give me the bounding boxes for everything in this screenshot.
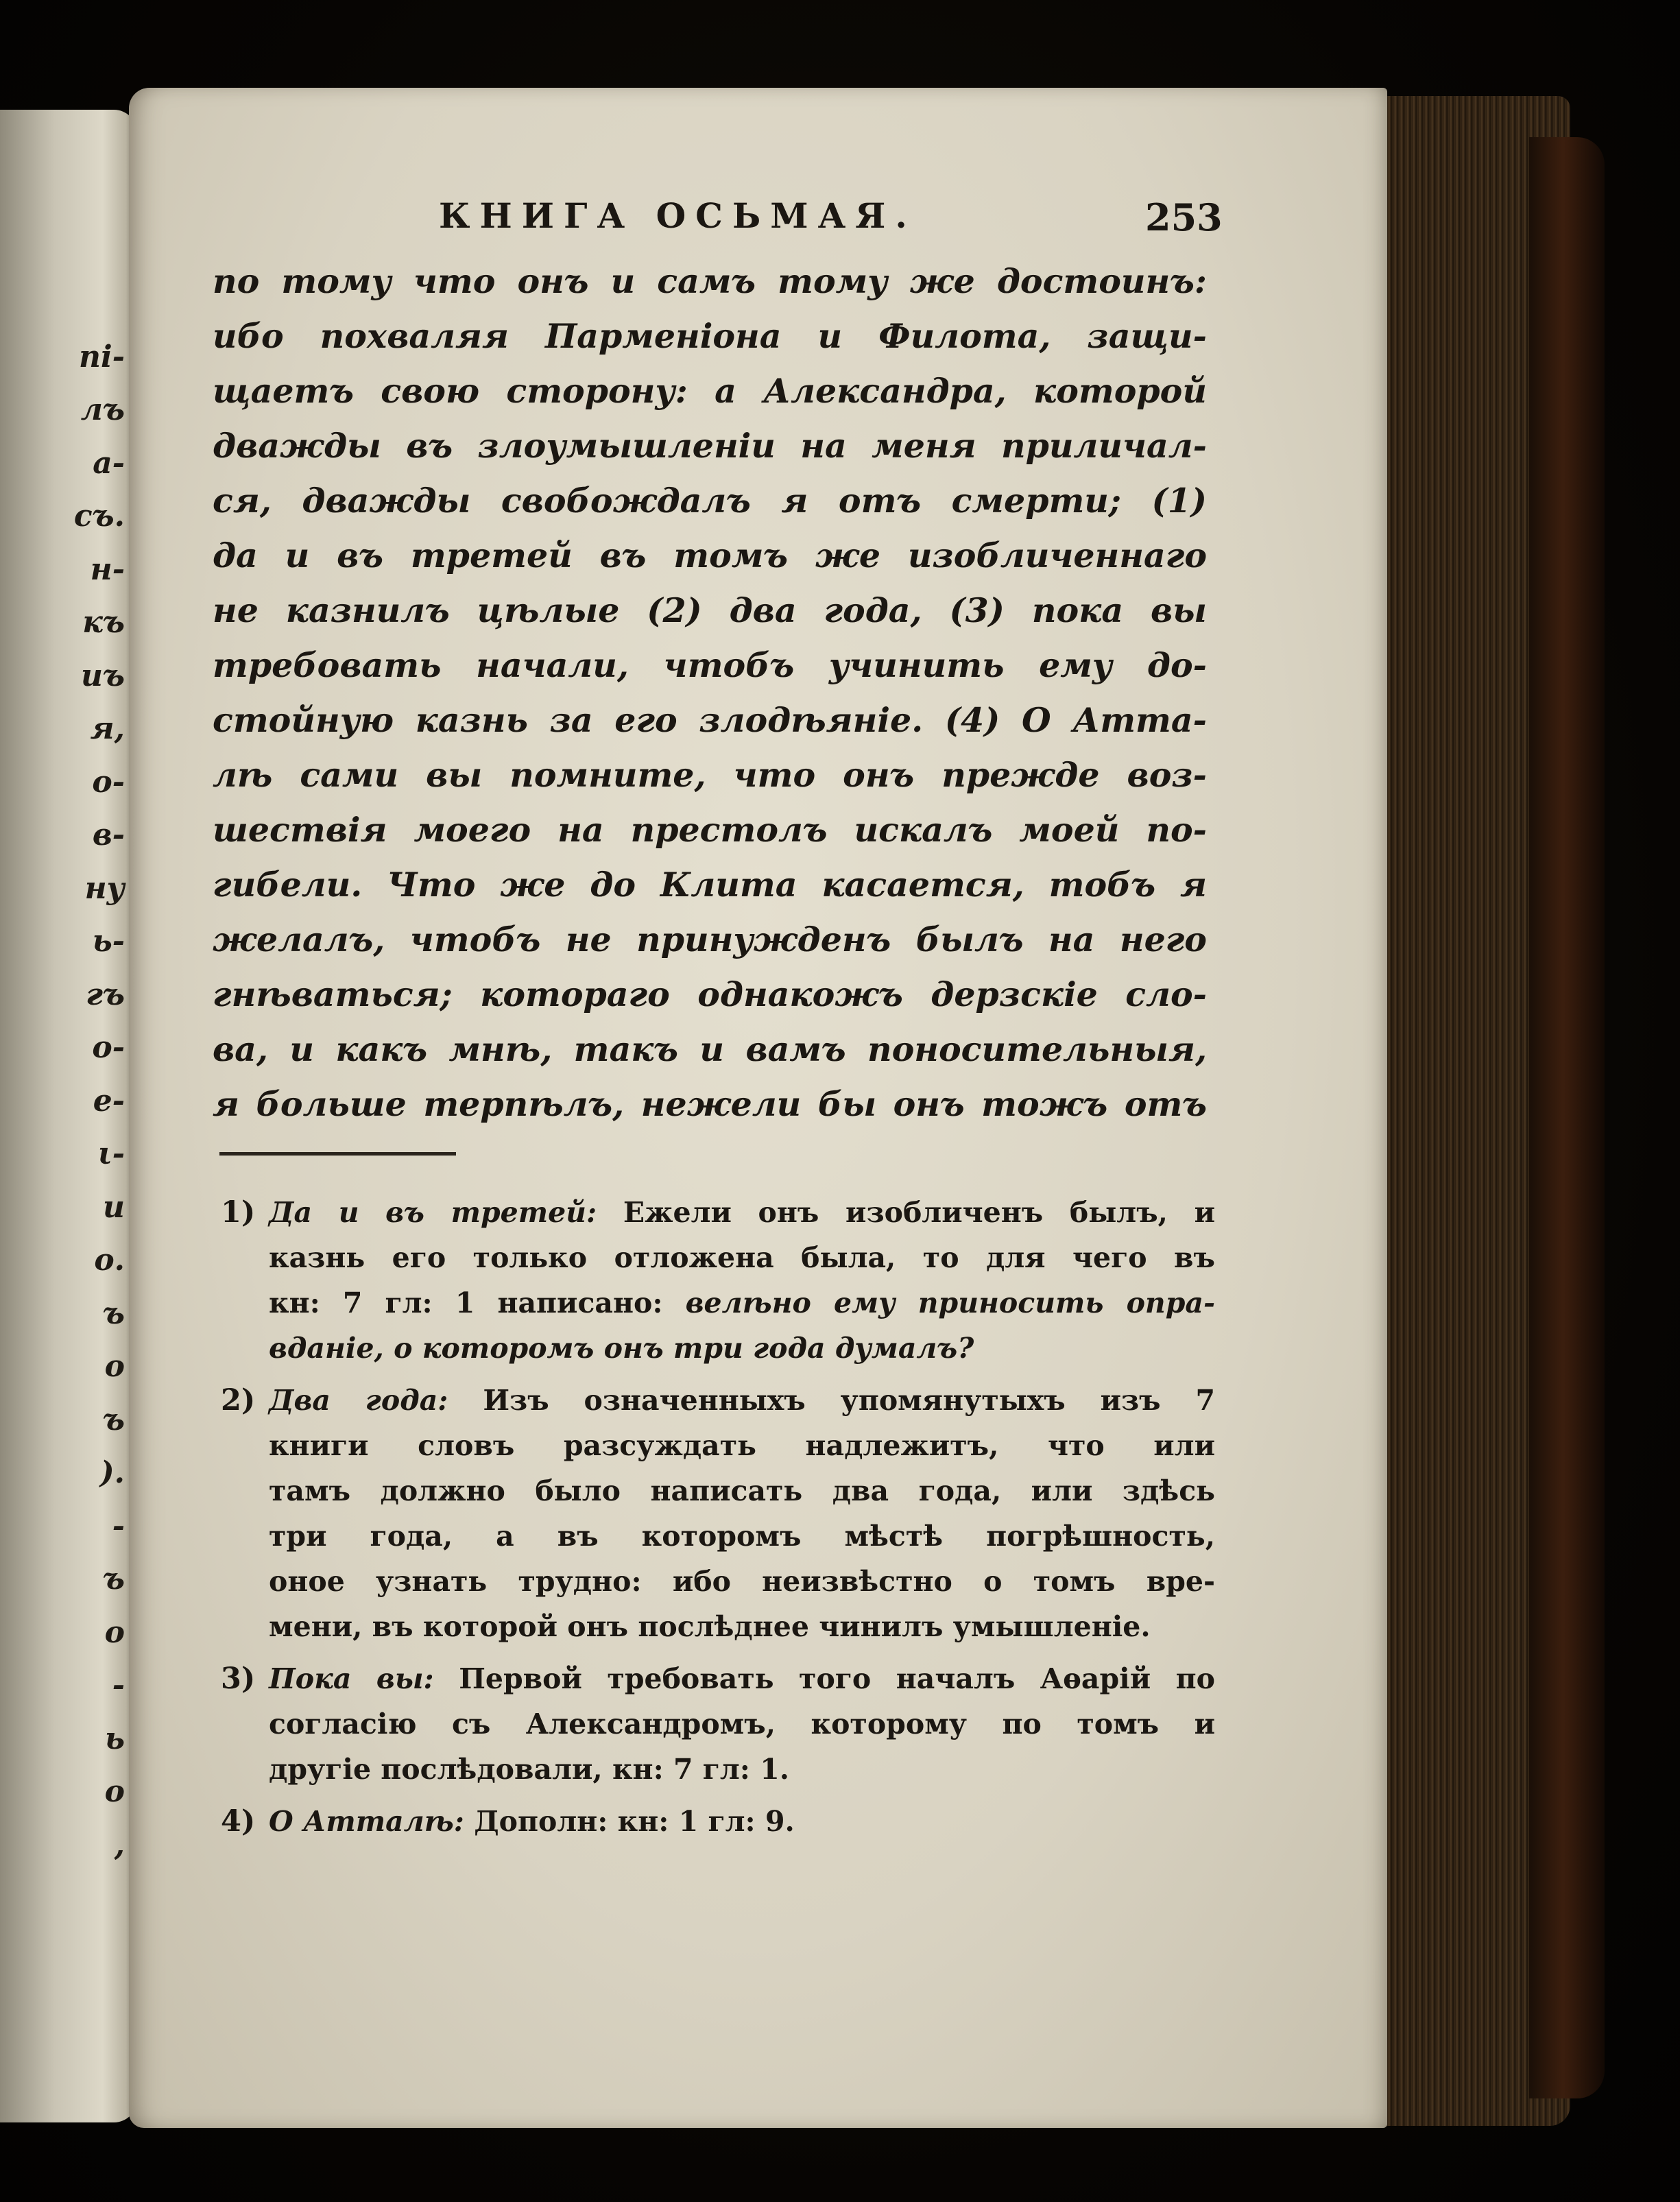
left-fragment: ну [84,871,125,906]
footnote-quote: вданіе, о которомъ онъ три года думалъ? [269,1332,974,1365]
text-line: лѣ сами вы помните, что онъ прежде воз- [213,755,1207,795]
text-line: по тому что онъ и самъ тому же достоинъ: [213,261,1207,301]
footnote-marker: 2) [221,1383,256,1417]
left-fragment: ь- [92,924,125,959]
left-fragment: о [104,1349,125,1384]
left-fragment: ). [99,1455,125,1490]
left-fragment: и [103,1190,125,1225]
footnote-line: три года, а въ которомъ мѣстѣ погрѣшность, [269,1520,1215,1553]
footnote-line: книги словъ разсуждать надлежитъ, что или [269,1429,1215,1462]
left-fragment: я, [90,711,125,746]
left-fragment: ь [104,1721,125,1756]
footnote-text: Ежели онъ изобличенъ былъ, и [623,1196,1216,1229]
left-fragment: о [104,1615,125,1650]
left-fragment: гъ [86,977,125,1012]
footnote-quote: велѣно ему приносить опра- [685,1287,1215,1319]
text-line: гнѣваться; котораго однакожъ дерзскіе сло- [213,974,1207,1014]
left-fragment: а- [93,446,125,481]
footnote-marker: 3) [221,1662,256,1696]
footnote-text: Первой требовать того началъ Аѳарій по [459,1662,1216,1695]
footnote-line: мени, въ которой онъ послѣднее чинилъ умышленіе. [269,1610,1151,1643]
footnote-line: согласію съ Александромъ, которому по томъ и [269,1708,1215,1740]
footnote-text: кн: 7 гл: 1 написано: [269,1287,663,1319]
left-fragment: ъ [103,1296,125,1331]
footnote-line [221,1280,1215,1326]
left-fragment: о- [92,765,125,800]
previous-page-edge [0,110,137,2122]
text-line: не казнилъ цѣлые (2) два года, (3) пока вы [213,590,1207,630]
footnote-line: другіе послѣдовали, кн: 7 гл: 1. [269,1753,790,1786]
left-fragment: о [104,1774,125,1809]
left-fragment: - [112,1668,125,1703]
footnote-term: Два года: [269,1384,448,1417]
footnote-line [221,1799,1215,1844]
left-fragment: е- [93,1084,125,1118]
left-fragment: ι- [97,1136,125,1171]
book-spine [1529,137,1605,2098]
footnote-marker: 4) [221,1804,256,1839]
footnote-line [221,1656,1215,1701]
left-fragment: о- [92,1030,125,1065]
text-line: дважды въ злоумышленіи на меня приличал- [213,426,1207,466]
footnote-line [221,1378,1215,1423]
text-line: да и въ третей въ томъ же изобличеннаго [213,536,1207,575]
left-fragment: къ [82,605,125,640]
left-fragment: ъ [103,1402,125,1437]
text-line: щаетъ свою сторону: а Александра, которой [213,371,1207,411]
left-fragment: ъ [103,1561,125,1596]
left-fragment: иъ [81,658,125,693]
footnote-marker: 1) [221,1195,256,1230]
text-line: требовать начали, чтобъ учинить ему до- [213,645,1207,685]
left-fragment: пі- [79,339,125,374]
left-fragment: - [112,1509,125,1544]
footnote-4 [221,1799,1215,1844]
footnote-divider [219,1152,456,1156]
page-number: 253 [1145,195,1223,239]
footnote-line [221,1190,1215,1235]
footnotes [221,1190,1215,1851]
text-line: шествія моего на престолъ искалъ моей по- [213,810,1207,850]
left-fragment: лъ [80,392,125,427]
text-line: гибели. Что же до Клита касается, тобъ я [213,865,1207,905]
text-line: ва, и какъ мнѣ, такъ и вамъ поносительныя, [213,1029,1207,1069]
footnote-term: О Атталѣ: [269,1805,464,1838]
text-line: желалъ, чтобъ не принужденъ былъ на него [213,920,1207,959]
footnote-3 [221,1656,1215,1792]
text-line: стойную казнь за его злодѣяніе. (4) О Атта- [213,700,1207,740]
chapter-title: КНИГА ОСЬМАЯ. [439,195,917,236]
main-text [213,254,1207,1132]
footnote-text: Изъ означенныхъ упомянутыхъ изъ 7 [483,1384,1216,1417]
text-line: ибо похваляя Парменіона и Филота, защи- [213,316,1207,356]
footnote-1 [221,1190,1215,1371]
footnote-line: оное узнать трудно: ибо неизвѣстно о томъ вре- [269,1565,1215,1598]
left-fragment: в- [92,817,125,852]
footnote-line: тамъ должно было написать два года, или здѣсь [269,1474,1215,1507]
left-fragment: съ. [73,499,125,534]
footnote-text: Дополн: кн: 1 гл: 9. [474,1805,795,1838]
text-line: я больше терпѣлъ, нежели бы онъ тожъ отъ [213,1084,1207,1124]
footnote-term: Да и въ третей: [269,1196,597,1229]
left-fragment: , [114,1828,125,1863]
left-fragment: о. [94,1243,125,1278]
footnote-line: казнь его только отложена была, то для чего въ [269,1241,1215,1274]
text-line: ся, дважды свобождалъ я отъ смерти; (1) [213,481,1207,520]
left-fragment: н- [90,552,125,587]
footnote-term: Пока вы: [269,1662,434,1695]
footnote-2 [221,1378,1215,1649]
